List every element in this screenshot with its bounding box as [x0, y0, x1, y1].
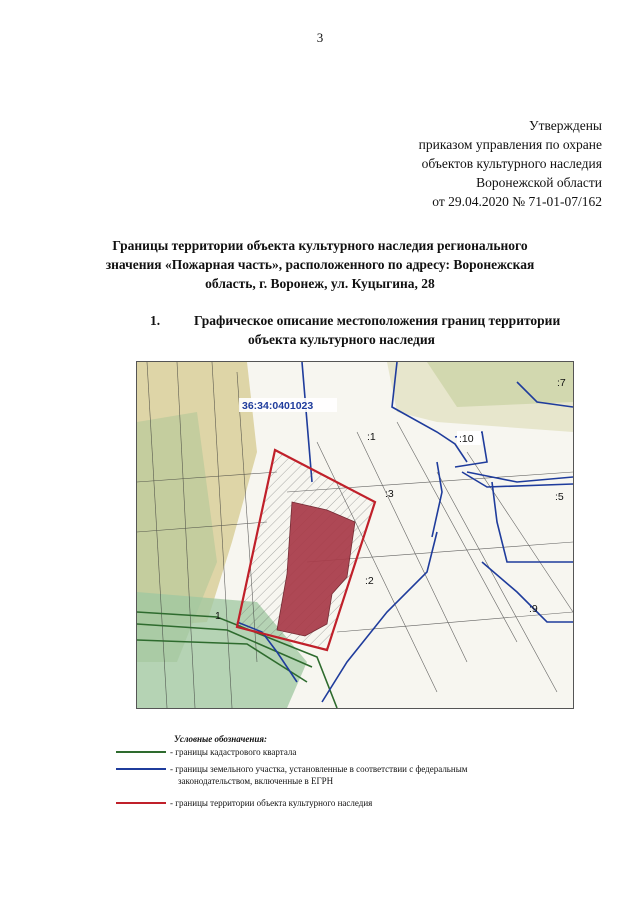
legend-title: Условные обозначения:	[174, 734, 267, 744]
parcel-label: :9	[529, 603, 538, 615]
section-number: 1.	[150, 313, 161, 328]
parcel-label: 1	[215, 610, 221, 622]
parcel-label: :2	[365, 575, 374, 587]
title-line: Границы территории объекта культурного наследия регионального	[112, 238, 528, 253]
parcel-label: :3	[385, 488, 394, 500]
approval-line: приказом управления по охране	[418, 137, 602, 152]
legend-text: - границы земельного участка, установленные в соответствии с федеральным	[170, 764, 468, 774]
approval-line: Утверждены	[529, 118, 602, 133]
approval-block	[419, 116, 602, 211]
title-line: значения «Пожарная часть», расположенного по адресу: Воронежская	[105, 257, 535, 272]
parcel-label: :5	[555, 491, 564, 503]
quarter-label: 36:34:0401023	[242, 400, 314, 412]
parcel-label: :7	[557, 377, 566, 389]
legend-swatch-red	[116, 802, 166, 804]
legend-text: - границы территории объекта культурного наследия	[170, 798, 373, 808]
page-number: 3	[316, 30, 324, 45]
legend-text-continued: законодательством, включенные в ЕГРН	[178, 776, 334, 786]
title-line: область, г. Воронеж, ул. Куцыгина, 28	[205, 276, 435, 291]
map-svg	[137, 362, 573, 708]
parcel-label: :1	[367, 431, 376, 443]
legend-swatch-blue	[116, 768, 166, 770]
legend-text: - границы кадастрового квартала	[170, 747, 297, 757]
approval-line: от 29.04.2020 № 71-01-07/162	[432, 194, 602, 209]
cadastral-map	[136, 361, 574, 709]
parcel-label: :10	[459, 433, 474, 445]
approval-line: объектов культурного наследия	[421, 156, 602, 171]
legend-swatch-green	[116, 751, 166, 753]
section-heading-line: Графическое описание местоположения границ территории	[194, 313, 561, 328]
approval-line: Воронежской области	[476, 175, 602, 190]
document-title	[100, 236, 540, 293]
section-heading-line: объекта культурного наследия	[248, 332, 435, 347]
